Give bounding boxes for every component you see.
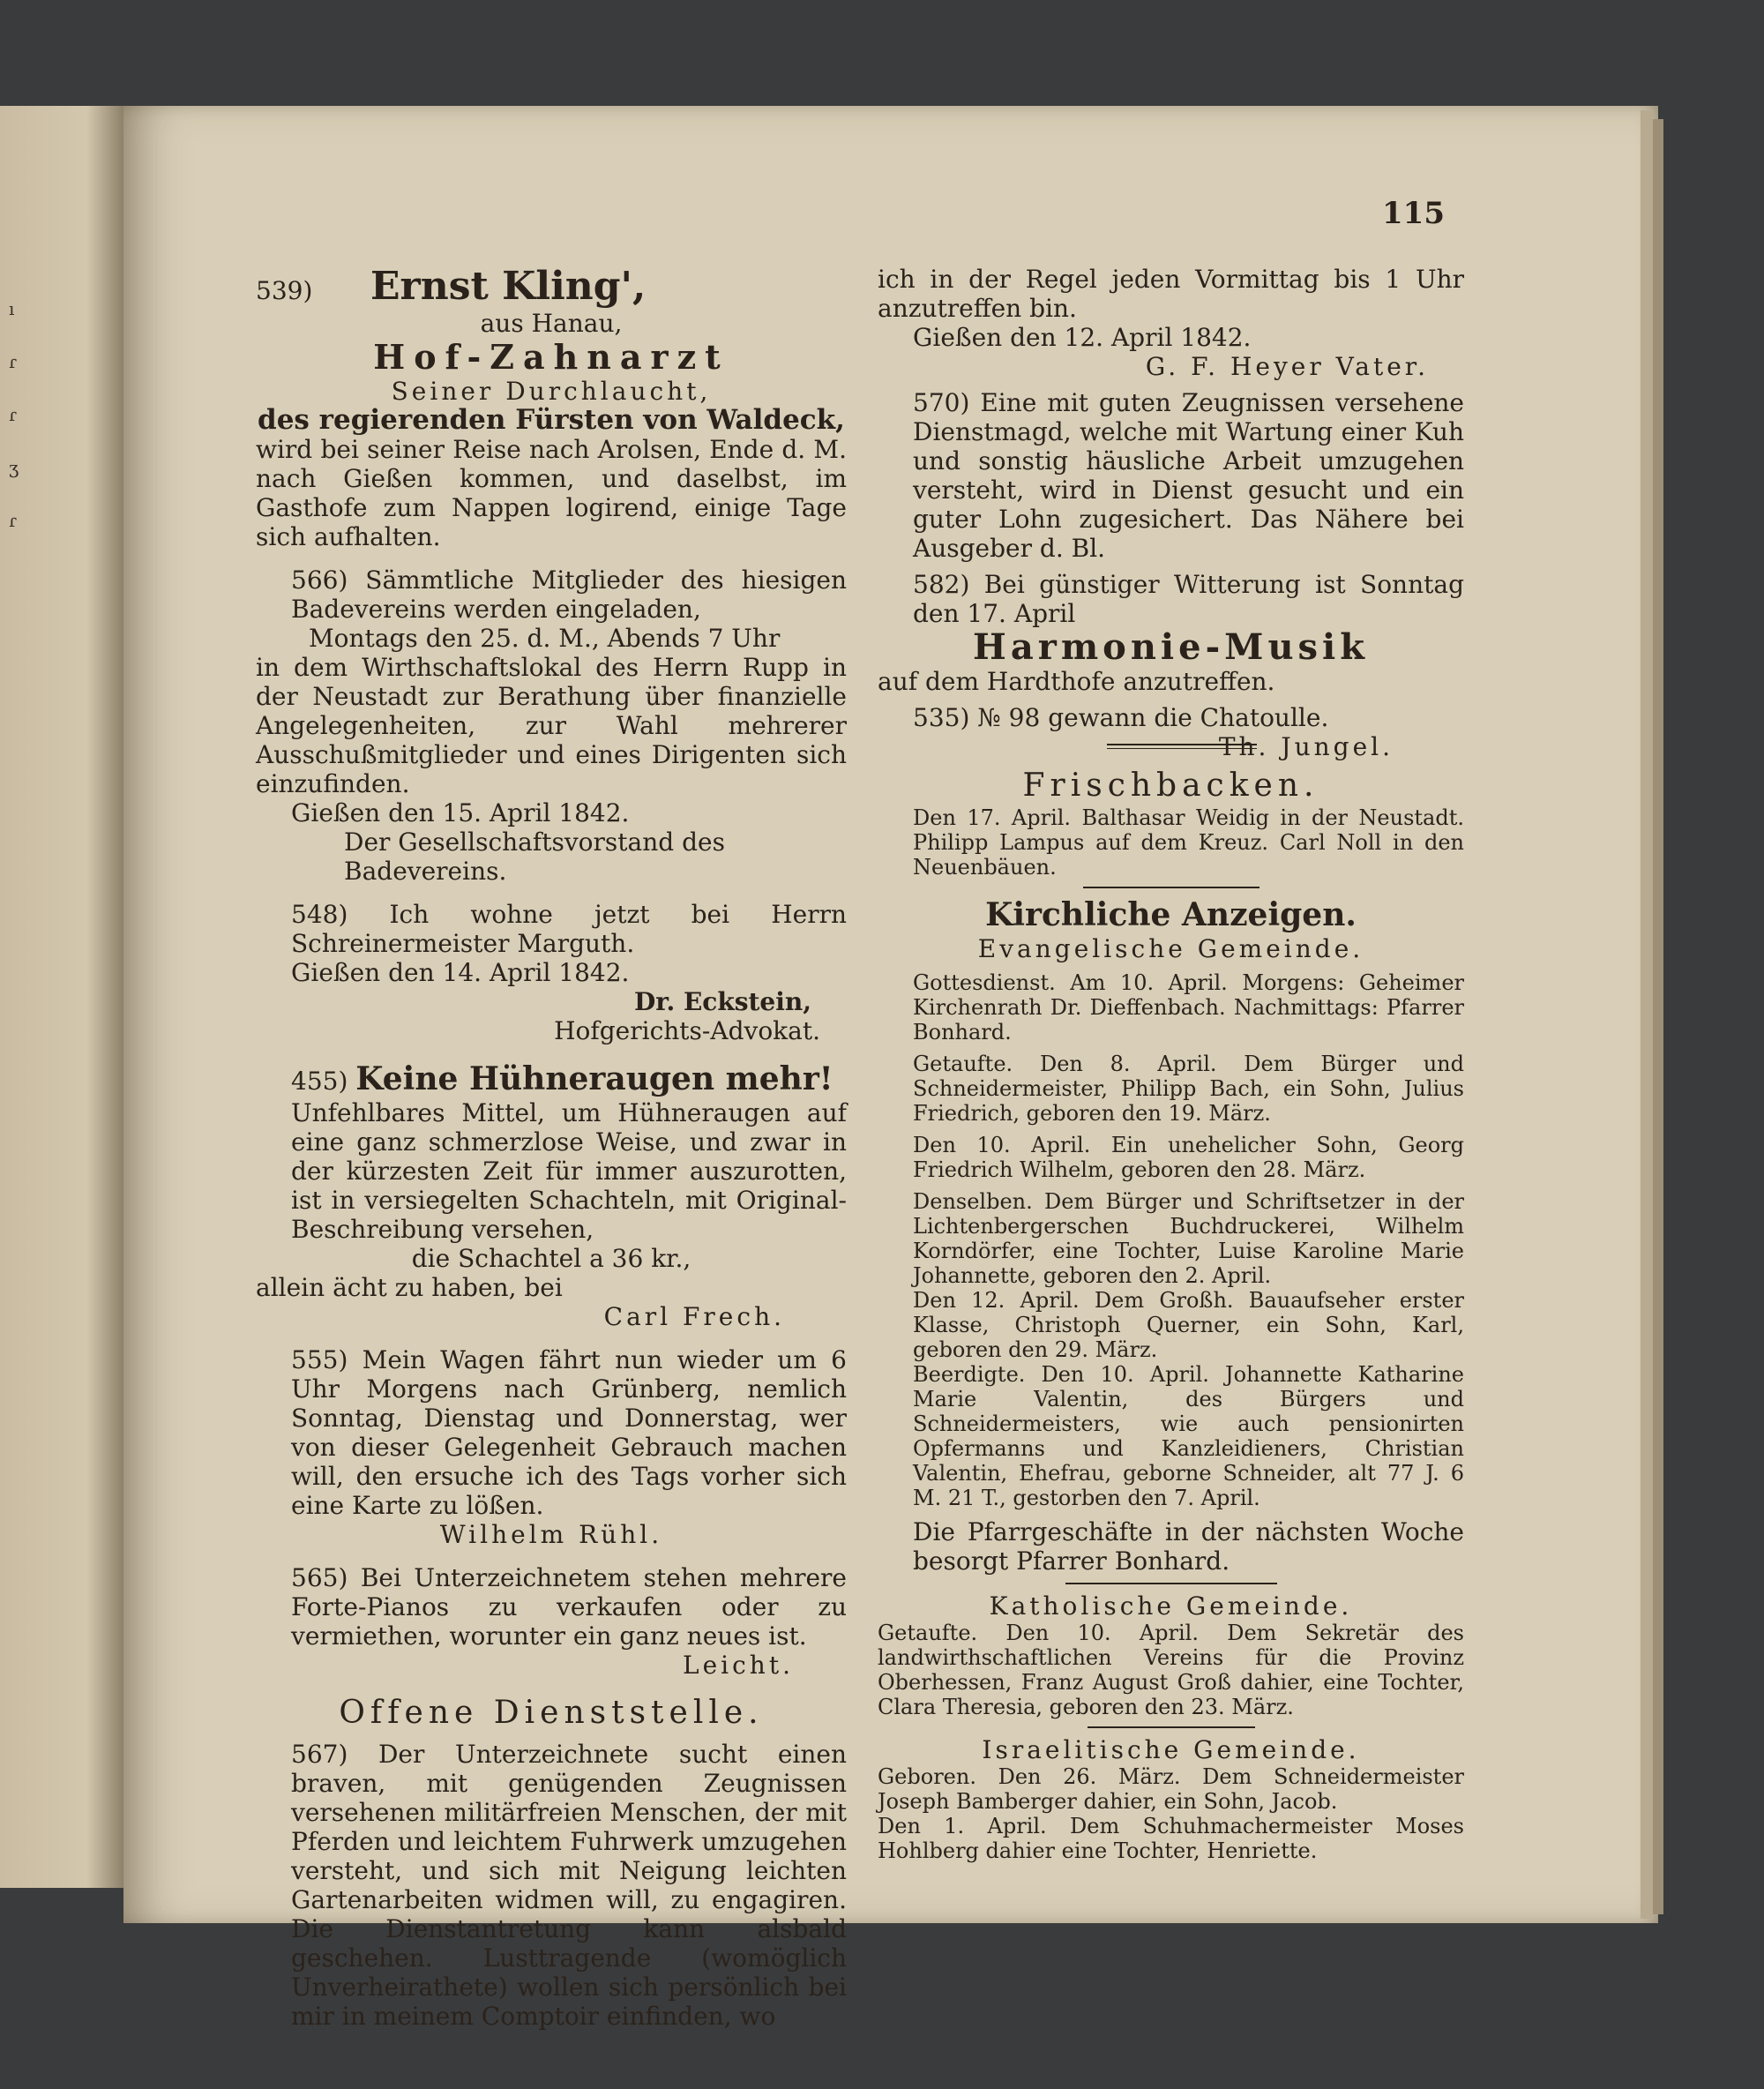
- ad-555: 555) Mein Wagen fährt nun wieder um 6 Uhr Morgens nach Grünberg, nemlich Sonntag, Dienstag und Donnerstag, wer von dieser Gelegenheit Gebrauch machen will, den ersuche ich des Tags vorher sich eine Karte zu lößen. Wilhelm Rühl.: [291, 1345, 847, 1549]
- section-heading: Offene Dienststelle.: [339, 1695, 764, 1731]
- ad-heading: Harmonie-Musik: [973, 626, 1369, 668]
- divider: [1065, 1583, 1277, 1584]
- section-heading: Kirchliche Anzeigen.: [985, 896, 1357, 933]
- divider: [1088, 1726, 1255, 1728]
- page-number: 115: [1382, 196, 1445, 231]
- left-page-fragments: ı ɾ ɾ ʒ ɾ: [9, 298, 19, 531]
- ad-455: 455) Keine Hühneraugen mehr! Unfehlbares Mittel, um Hühneraugen auf eine ganz schmerzlose Weise, und zwar in der kürzesten Zeit für immer auszurotten, ist in versiegelten Schachteln, mit Original-Beschreibung versehen, die Schachtel a 36 kr., allein ächt zu haben, bei Carl Frech.: [256, 1060, 847, 1331]
- kirchliche-anzeigen: Kirchliche Anzeigen. Evangelische Gemeinde. Gottesdienst. Am 10. April. Morgens: Geheimer Kirchenrath Dr. Dieffenbach. Nachmittags: Pfarrer Bonhard. Getaufte. Den 8. April. Dem Bürger und Schneidermeister, Philipp Bach, ein Sohn, Julius Friedrich, geboren den 19. März. Den 10. April. Ein unehelicher Sohn, Georg Friedrich Wilhelm, geboren den 28. März. Denselben. Dem Bürger und Schriftsetzer in der Lichtenbergerschen Buchdruckerei, Wilhelm Korndörfer, eine Tochter, Luise Karoline Marie Johannette, geboren den 2. April. Den 12. April. Dem Großh. Bauaufseher erster Klasse, Christoph Querner, ein Sohn, Karl, geboren den 29. März. Beerdigte. Den 10. April. Johannette Katharine Marie Valentin, des Bürgers und Schneidermeisters, wie auch pensionirten Opfermanns und Kanzleidieners, Christian Valentin, Ehefrau, geborne Schneider, alt 77 J. 6 M. 21 T., gestorben den 7. April. Die Pfarrgeschäfte in der nächsten Woche besorgt Pfarrer Bonhard. Katholische Gemeinde. Getaufte. Den 10. April. Dem Sekretär des landwirthschaftlichen Vereins für die Provinz Oberhessen, Franz August Groß dahier, eine Tochter, Clara Theresia, geboren den 23. März. Israelitische Gemeinde. Geboren. Den 26. März. Dem Schneidermeister Joseph Bamberger dahier, ein Sohn, Jacob. Den 1. April. Dem Schuhmachermeister Moses Hohlberg dahier eine Tochter, Henriette.: [878, 896, 1464, 1863]
- ad-548: 548) Ich wohne jetzt bei Herrn Schreinermeister Marguth. Gießen den 14. April 1842. Dr. Eckstein, Hofgerichts-Advokat.: [291, 900, 847, 1045]
- ad-567-continued: ich in der Regel jeden Vormittag bis 1 Uhr anzutreffen bin. Gießen den 12. April 1842. G. F. Heyer Vater.: [878, 265, 1464, 381]
- divider: [1083, 887, 1259, 888]
- left-page-edge: [0, 106, 123, 1888]
- ad-566: 566) Sämmtliche Mitglieder des hiesigen Badevereins werden eingeladen, Montags den 25. d. M., Abends 7 Uhr in dem Wirthschaftslokal des Herrn Rupp in der Neustadt zur Berathung über finanzielle Angelegenheiten, zur Wahl mehrerer Ausschußmitglieder und eines Dirigenten sich einzufinden. Gießen den 15. April 1842. Der Gesellschaftsvorstand des Badevereins.: [256, 565, 847, 886]
- ad-582: 582) Bei günstiger Witterung ist Sonntag den 17. April Harmonie-Musik auf dem Hardthofe anzutreffen.: [878, 570, 1464, 696]
- section-heading: Frischbacken.: [1022, 767, 1319, 804]
- ad-539: 539) Ernst Kling', aus Hanau, Hof-Zahnarzt Seiner Durchlaucht, des regierenden Fürsten von Waldeck, wird bei seiner Reise nach Arolsen, Ende d. M. nach Gießen kommen, und daselbst, im Gasthofe zum Nappen logirend, einige Tage sich aufhalten.: [256, 264, 847, 551]
- right-column: [878, 265, 1464, 1863]
- ad-title: Hof-Zahnarzt: [373, 337, 729, 377]
- page-edge: [1641, 110, 1653, 1919]
- ad-heading: Keine Hühneraugen mehr!: [355, 1060, 833, 1097]
- ad-name: Ernst Kling',: [370, 264, 647, 309]
- frischbacken: Frischbacken. Den 17. April. Balthasar Weidig in der Neustadt. Philipp Lampus auf dem Kreuz. Carl Noll in den Neuenbäuen.: [878, 767, 1464, 880]
- ad-567: 567) Der Unterzeichnete sucht einen braven, mit genügenden Zeugnissen versehenen militärfreien Menschen, der mit Pferden und leichtem Fuhrwerk umzugehen versteht, und sich mit Neigung leichten Gartenarbeiten widmen will, zu engagiren. Die Dienstantretung kann alsbald geschehen. Lusttragende (womöglich Unverheirathete) wollen sich persönlich bei mir in meinem Comptoir einfinden, wo: [291, 1740, 847, 2031]
- page-edge: [1653, 119, 1663, 1914]
- ad-565: 565) Bei Unterzeichnetem stehen mehrere Forte-Pianos zu verkaufen oder zu vermiethen, worunter ein ganz neues ist. Leicht.: [291, 1563, 847, 1680]
- left-column: [256, 265, 847, 2031]
- ad-570: 570) Eine mit guten Zeugnissen versehene Dienstmagd, welche mit Wartung einer Kuh und sonstig häusliche Arbeit umzugehen versteht, wird in Dienst gesucht und ein guter Lohn zugesichert. Das Nähere bei Ausgeber d. Bl.: [913, 388, 1464, 563]
- ad-535: 535) № 98 gewann die Chatoulle. Th. Jungel.: [913, 703, 1394, 761]
